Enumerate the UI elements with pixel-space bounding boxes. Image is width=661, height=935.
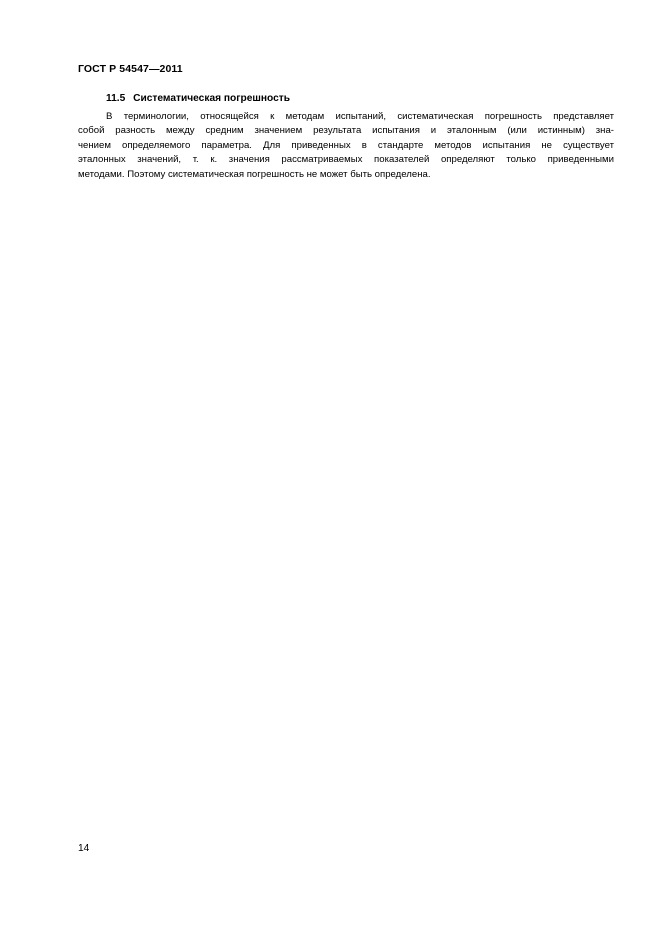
- paragraph-line: эталонных значений, т. к. значения рассматриваемых показателей определяют только приведенными: [78, 154, 614, 166]
- standard-designation: ГОСТ Р 54547—2011: [78, 63, 183, 75]
- paragraph-line: чением определяемого параметра. Для приведенных в стандарте методов испытания не существует: [78, 139, 614, 151]
- section-paragraph: [78, 110, 614, 182]
- paragraph-line: собой разность между средним значением результата испытания и эталонным (или истинным) зна-: [78, 125, 614, 137]
- paragraph-line: В терминологии, относящейся к методам испытаний, систематическая погрешность представляет: [106, 111, 614, 122]
- paragraph-line: методами. Поэтому систематическая погрешность не может быть определена.: [78, 168, 431, 180]
- section-title: Систематическая погрешность: [133, 93, 291, 104]
- page-number: 14: [78, 843, 90, 854]
- section-number: 11.5: [106, 93, 126, 104]
- section-heading: [106, 93, 290, 104]
